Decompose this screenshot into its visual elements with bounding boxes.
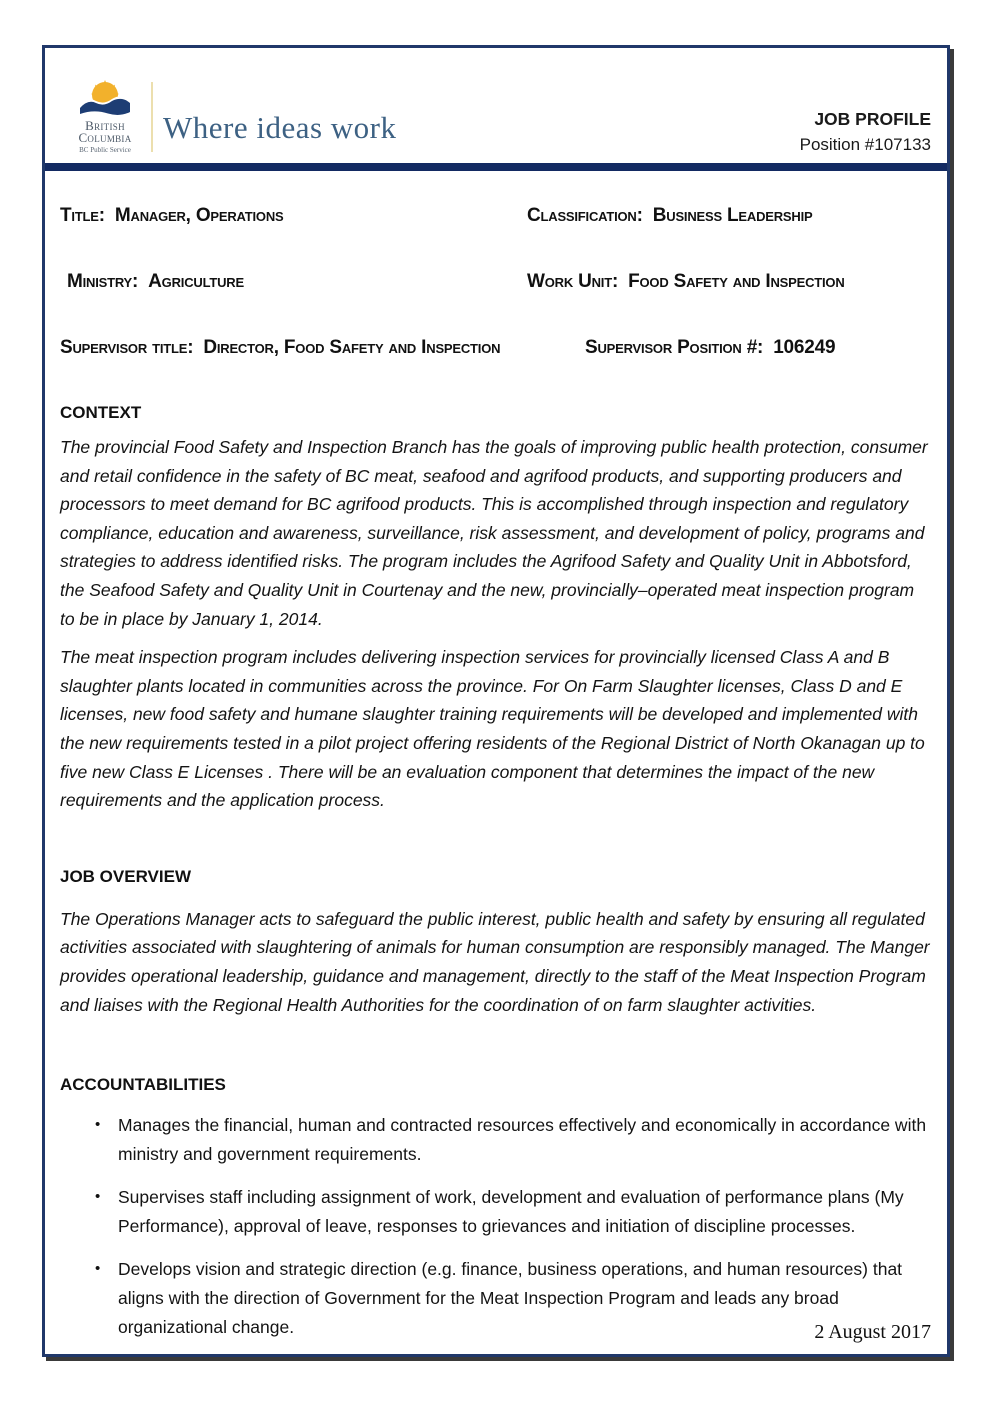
ministry-label: Ministry: [67, 271, 139, 292]
bc-logo-mark [67, 80, 143, 154]
supervisor-title-label: Supervisor title: [60, 337, 194, 358]
job-overview-section [60, 867, 931, 1019]
ministry-value: Agriculture [148, 271, 244, 292]
title-field [60, 205, 527, 227]
classification-value: Business Leadership [652, 205, 813, 226]
bullet-icon: • [95, 1116, 101, 1134]
supervisor-position-field [585, 337, 835, 359]
bullet-text: Manages the financial, human and contracted resources effectively and economically in accordance with ministry and government requirements. [118, 1115, 927, 1164]
supervisor-position-value: 106249 [773, 337, 836, 358]
job-overview-paragraph: The Operations Manager acts to safeguard the public interest, public health and safety by ensuring all regulated activities associated with slaughtering of animals for human consumption are responsibly managed. The Manger provides operational leadership, guidance and management, directly to the staff of the Meat Inspection Program and liaises with the Regional Health Authorities for the coordination of on farm slaughter activities. [60, 908, 930, 1015]
list-item [60, 1111, 931, 1168]
list-item [60, 1183, 931, 1240]
org-subtitle: BC Public Service [79, 146, 131, 154]
supervisor-position-label: Supervisor Position #: [585, 337, 764, 358]
ministry-workunit-row [60, 271, 931, 293]
accountabilities-heading: ACCOUNTABILITIES [60, 1075, 226, 1095]
context-section [60, 403, 931, 815]
title-value: Manager, Operations [114, 205, 284, 226]
accountabilities-list [60, 1111, 931, 1341]
supervisor-title-value: Director, Food Safety and Inspection [203, 337, 501, 358]
supervisor-title-field [60, 337, 585, 359]
supervisor-row [60, 337, 931, 359]
org-name-line2: Columbia [78, 130, 132, 145]
bullet-icon: • [95, 1188, 101, 1206]
ministry-field [60, 271, 527, 293]
title-label: Title: [60, 205, 105, 226]
logo-divider [151, 82, 153, 152]
list-item [60, 1255, 931, 1341]
sun-mountain-icon [67, 80, 143, 120]
context-paragraph-2: The meat inspection program includes delivering inspection services for provincially licensed Class A and B slaughter plants located in communities across the province. For On Farm Slaughter licenses, Class D and E licenses, new food safety and humane slaughter training requirements will be developed and implemented with the new requirements tested in a pilot project offering residents of the Regional District of North Okanagan up to five new Class E Licenses . There will be an evaluation component that determines the impact of the new requirements and the application process. [60, 647, 925, 811]
context-paragraph-1: The provincial Food Safety and Inspection Branch has the goals of improving public health protection, consumer and retail confidence in the safety of BC meat, seafood and agrifood products, and supporting producers and processors to meet demand for BC agrifood products. This is accomplished through inspection and regulatory compliance, education and awareness, surveillance, risk assessment, and development of policy, programs and strategies to address identified risks. The program includes the Agrifood Safety and Quality Unit in Abbotsford, the Seafood Safety and Quality Unit in Courtenay and the new, provincially–operated meat inspection program to be in place by January 1, 2014. [60, 437, 928, 629]
page-header [60, 48, 931, 163]
doc-type-label: JOB PROFILE [814, 109, 931, 129]
footer-date: 2 August 2017 [814, 1321, 931, 1343]
bullet-text: Supervises staff including assignment of work, development and evaluation of performance plans (My Performance), approval of leave, responses to grievances and initiation of discipline processes. [118, 1187, 904, 1236]
header-rule [45, 163, 947, 171]
field-rows [60, 171, 931, 359]
header-right [800, 106, 931, 158]
title-classification-row [60, 205, 931, 227]
classification-label: Classification: [527, 205, 643, 226]
position-number: Position #107133 [799, 135, 931, 154]
bullet-text: Develops vision and strategic direction (e.g. finance, business operations, and human resources) that aligns with the direction of Government for the Meat Inspection Program and leads any broad organizational change. [118, 1259, 903, 1337]
job-overview-heading: JOB OVERVIEW [60, 866, 191, 886]
document-page [42, 45, 950, 1357]
org-name-line1: British [85, 118, 125, 133]
classification-field [527, 205, 812, 227]
context-heading: CONTEXT [60, 403, 142, 422]
bullet-icon: • [95, 1260, 101, 1278]
logo-tagline: Where ideas work [163, 110, 397, 145]
work-unit-value: Food Safety and Inspection [628, 271, 845, 292]
bc-government-logo [67, 80, 397, 154]
work-unit-field [527, 271, 845, 293]
accountabilities-section [60, 1075, 931, 1341]
work-unit-label: Work Unit: [527, 271, 619, 292]
